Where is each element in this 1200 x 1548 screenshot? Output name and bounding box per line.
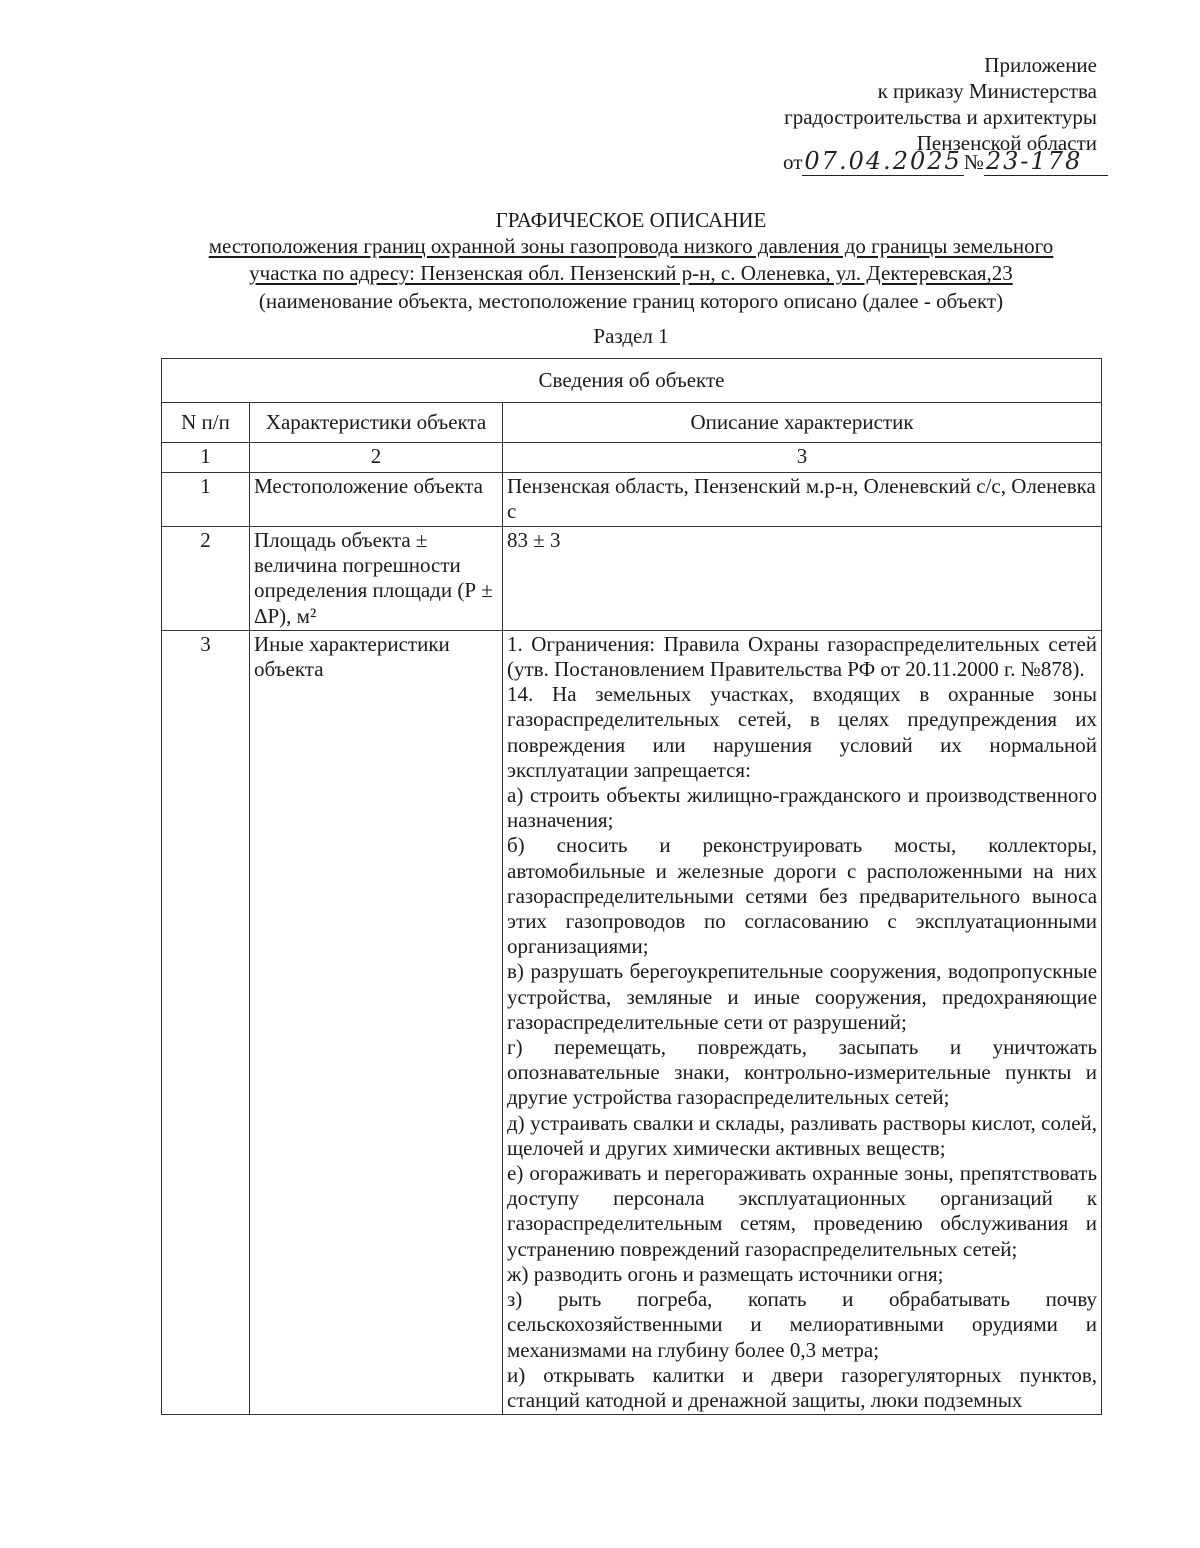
row-name: Иные характеристики объекта bbox=[250, 630, 503, 1414]
object-info-table bbox=[161, 358, 1102, 1415]
row-name: Площадь объекта ± величина погрешности определения площади (Р ± ΔР), м² bbox=[250, 527, 503, 631]
row-name: Местоположение объекта bbox=[250, 473, 503, 527]
col-number-2: 2 bbox=[250, 443, 503, 473]
header-characteristic: Характеристики объекта bbox=[250, 403, 503, 443]
table-row bbox=[162, 473, 1102, 527]
table-row bbox=[162, 527, 1102, 631]
desc-paragraph: г) перемещать, повреждать, засыпать и уничтожать опознавательные знаки, контрольно-измерительные пункты и другие устройства газораспределительных сетей; bbox=[507, 1035, 1098, 1110]
desc-paragraph: з) рыть погреба, копать и обрабатывать почву сельскохозяйственными и мелиоративными орудиями и механизмами на глубину более 0,3 метра; bbox=[507, 1287, 1098, 1362]
table-row bbox=[162, 630, 1102, 1414]
row-num: 2 bbox=[162, 527, 250, 631]
header-line-2: к приказу Министерства bbox=[877, 79, 1097, 103]
header-block bbox=[784, 52, 1097, 156]
subtitle-line-1: местоположения границ охранной зоны газопровода низкого давления до границы земельного bbox=[208, 234, 1054, 258]
header-line-3: градостроительства и архитектуры bbox=[784, 105, 1097, 129]
row-desc: 83 ± 3 bbox=[503, 527, 1102, 631]
desc-paragraph: б) сносить и реконструировать мосты, коллекторы, автомобильные и железные дороги с расположенными на них газораспределительными сетями без предварительного выноса этих газопроводов по согласованию с эксплуатационными организациями; bbox=[507, 833, 1098, 959]
row-num: 1 bbox=[162, 473, 250, 527]
row-num: 3 bbox=[162, 630, 250, 1414]
document-title: ГРАФИЧЕСКОЕ ОПИСАНИЕ bbox=[495, 208, 767, 232]
date-prefix: от bbox=[783, 150, 803, 174]
header-line-4: Пензенской области bbox=[916, 131, 1097, 155]
order-number: 23-178 bbox=[984, 147, 1108, 176]
order-date: 07.04.2025 bbox=[804, 147, 962, 175]
col-number-3: 3 bbox=[503, 443, 1102, 473]
desc-paragraph: в) разрушать берегоукрепительные сооружения, водопропускные устройства, земляные и иные сооружения, предохраняющие газораспределительные сети от разрушений; bbox=[507, 959, 1098, 1034]
desc-paragraph: и) открывать калитки и двери газорегуляторных пунктов, станций катодной и дренажной защиты, люки подземных bbox=[507, 1362, 1098, 1412]
order-date-number bbox=[783, 147, 1108, 176]
desc-paragraph: 14. На земельных участках, входящих в охранные зоны газораспределительных сетей, в целях предупреждения их повреждения или нарушения условий их нормальной эксплуатации запрещается: bbox=[507, 682, 1098, 782]
header-line-1: Приложение bbox=[984, 53, 1097, 77]
row-desc bbox=[503, 630, 1102, 1414]
header-num: N п/п bbox=[162, 403, 250, 443]
desc-paragraph: а) строить объекты жилищно-гражданского и производственного назначения; bbox=[507, 783, 1098, 833]
row-desc: Пензенская область, Пензенский м.р-н, Оленевский с/с, Оленевка с bbox=[503, 473, 1102, 527]
header-description: Описание характеристик bbox=[503, 403, 1102, 443]
col-number-1: 1 bbox=[162, 443, 250, 473]
desc-paragraph: е) огораживать и перегораживать охранные зоны, препятствовать доступу персонала эксплуатационных организаций к газораспределительным сетям, проведению обслуживания и устранению повреждений газораспределительных сетей; bbox=[507, 1161, 1098, 1261]
section-label: Раздел 1 bbox=[593, 324, 669, 348]
desc-paragraph: д) устраивать свалки и склады, разливать растворы кислот, солей, щелочей и других химически активных веществ; bbox=[507, 1110, 1098, 1160]
desc-paragraph: ж) разводить огонь и размещать источники огня; bbox=[507, 1261, 944, 1286]
number-prefix: № bbox=[963, 150, 984, 174]
table-caption: Сведения об объекте bbox=[162, 359, 1102, 403]
subtitle-note: (наименование объекта, местоположение границ которого описано (далее - объект) bbox=[258, 289, 1004, 313]
subtitle-line-2: участка по адресу: Пензенская обл. Пензенский р-н, с. Оленевка, ул. Дектеревская,23 bbox=[249, 261, 1013, 285]
desc-paragraph: 1. Ограничения: Правила Охраны газораспределительных сетей (утв. Постановлением Правительства РФ от 20.11.2000 г. №878). bbox=[507, 631, 1098, 682]
